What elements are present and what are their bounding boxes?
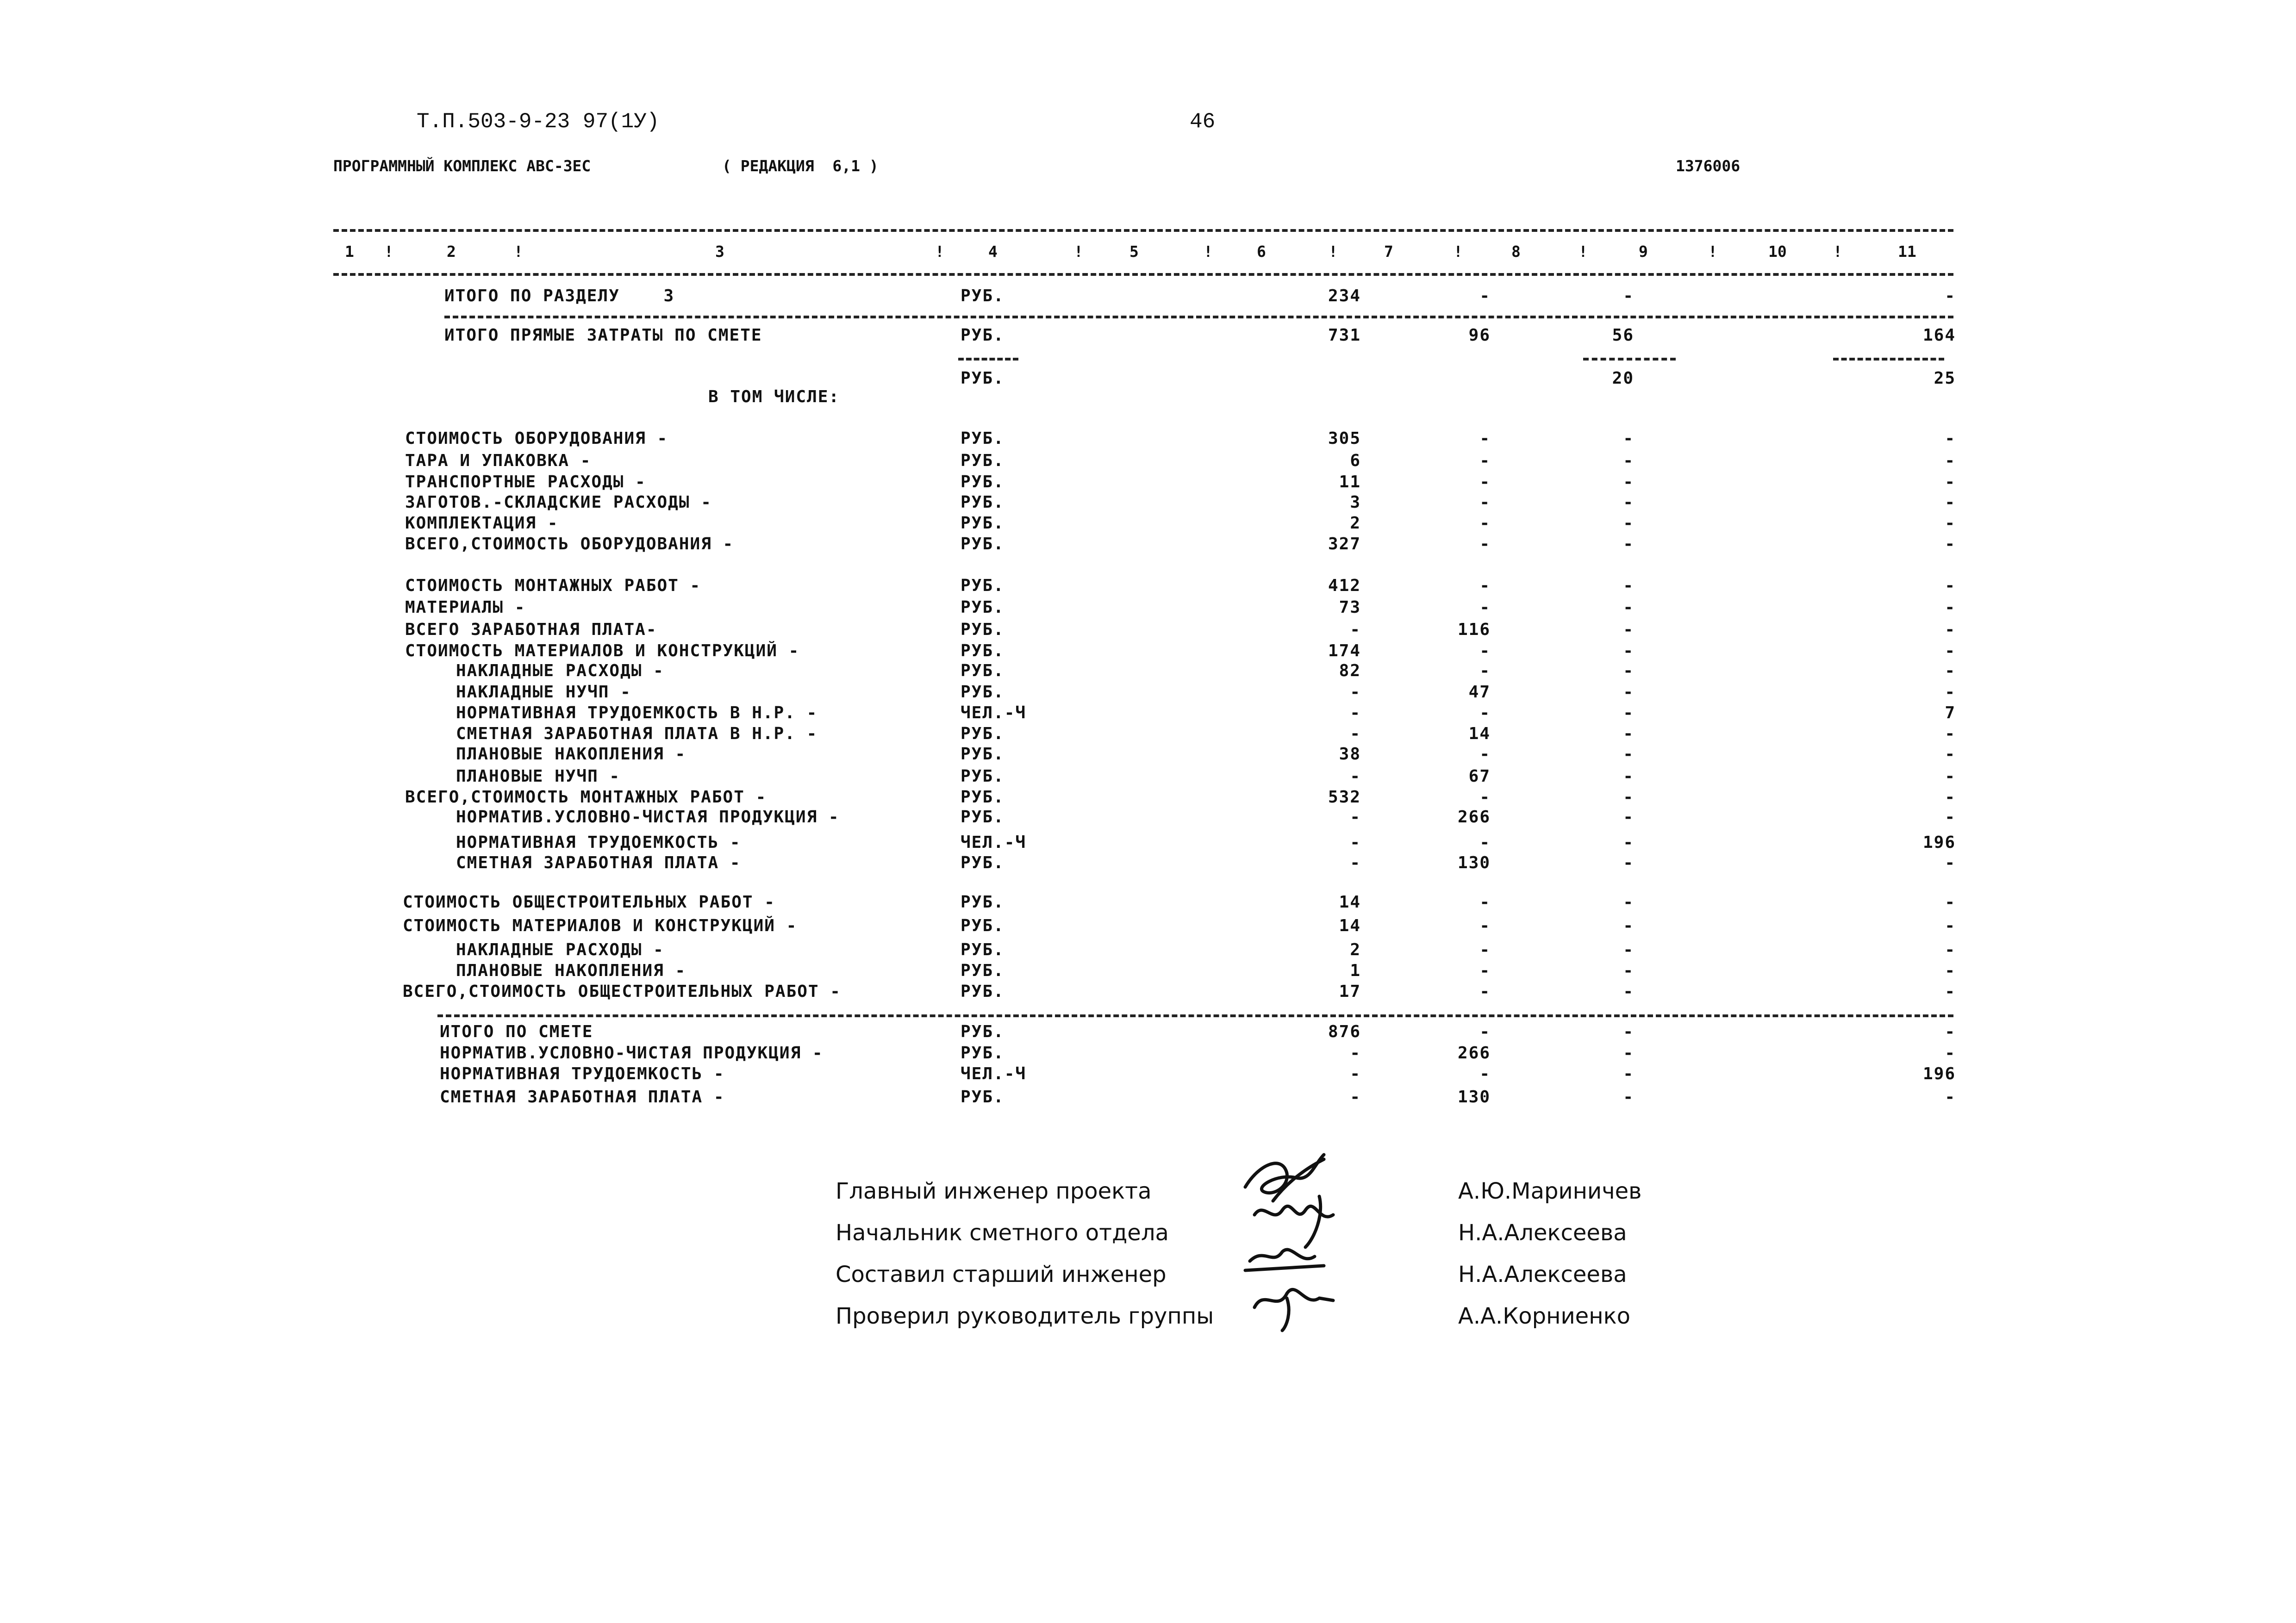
row-unit: РУБ. (961, 788, 1004, 807)
row-value-col9: - (1623, 893, 1634, 912)
row-value-col9: - (1623, 940, 1634, 959)
row-value-col8: - (1479, 473, 1491, 491)
row-unit: РУБ. (961, 429, 1004, 448)
row-value-col8: - (1479, 982, 1491, 1001)
row-value-col8: - (1479, 576, 1491, 595)
row-value-col7: 2 (1350, 940, 1361, 959)
row-value-col7: 174 (1328, 641, 1361, 660)
row-label: ВСЕГО,СТОИМОСТЬ ОБОРУДОВАНИЯ - (405, 535, 734, 553)
signature-role: Составил старший инженер (836, 1262, 1167, 1287)
column-separator: ! (1833, 243, 1842, 261)
row-unit: РУБ. (961, 535, 1004, 553)
row-unit: РУБ. (961, 1044, 1004, 1063)
row-unit: РУБ. (961, 493, 1004, 512)
row-unit: РУБ. (961, 808, 1004, 827)
row-unit: РУБ. (961, 683, 1004, 702)
row-value-col11: - (1945, 853, 1956, 872)
row-value-col7: 305 (1328, 429, 1361, 448)
row-label: СТОИМОСТЬ МАТЕРИАЛОВ И КОНСТРУКЦИЙ - (405, 641, 800, 660)
row-label: СТОИМОСТЬ МАТЕРИАЛОВ И КОНСТРУКЦИЙ - (403, 916, 798, 935)
signature-name: Н.А.Алексеева (1458, 1220, 1627, 1246)
column-number-7: 7 (1384, 243, 1393, 261)
row-value-col7: 14 (1339, 893, 1361, 912)
row-label: ПЛАНОВЫЕ НУЧП - (456, 767, 621, 786)
column-separator: ! (935, 243, 944, 261)
row-value-col9: - (1623, 916, 1634, 935)
column-number-5: 5 (1129, 243, 1139, 261)
row-unit: РУБ. (961, 286, 1004, 305)
row-value-col7: - (1350, 853, 1361, 872)
section-rule (1583, 358, 1676, 361)
row-value-col7: 6 (1350, 451, 1361, 470)
row-value-col8: 130 (1457, 1088, 1491, 1107)
section-rule (444, 316, 1953, 318)
row-unit: РУБ. (961, 326, 1004, 345)
row-unit: РУБ. (961, 576, 1004, 595)
row-value-col7: - (1350, 1088, 1361, 1107)
row-value-col9: - (1623, 493, 1634, 512)
column-separator: ! (1454, 243, 1463, 261)
row-value-col9: - (1623, 1044, 1634, 1063)
row-unit: РУБ. (961, 767, 1004, 786)
row-unit: РУБ. (961, 473, 1004, 491)
row-label: ИТОГО ПО СМЕТЕ (440, 1022, 593, 1041)
program-title: ПРОГРАММНЫЙ КОМПЛЕКС АВС-3ЕС (333, 157, 591, 175)
row-value-col7: - (1350, 833, 1361, 852)
row-value-col7: 38 (1339, 745, 1361, 764)
row-unit: РУБ. (961, 620, 1004, 639)
row-label: ИТОГО ПО РАЗДЕЛУ 3 (444, 286, 675, 305)
row-value-col9: - (1623, 286, 1634, 305)
row-value-col9: - (1623, 853, 1634, 872)
row-value-col8: - (1479, 940, 1491, 959)
row-value-col7: - (1350, 724, 1361, 743)
table-top-rule (333, 229, 1953, 232)
row-unit: ЧЕЛ.-Ч (961, 1064, 1027, 1083)
handwritten-signature (1254, 1280, 1347, 1340)
row-value-col8: - (1479, 893, 1491, 912)
row-value-col11: - (1945, 1088, 1956, 1107)
row-label: В ТОМ ЧИСЛЕ: (708, 387, 840, 406)
row-value-col11: - (1945, 598, 1956, 617)
row-label: СМЕТНАЯ ЗАРАБОТНАЯ ПЛАТА - (440, 1088, 725, 1107)
row-label: СТОИМОСТЬ ОБЩЕСТРОИТЕЛЬНЫХ РАБОТ - (403, 893, 775, 912)
row-value-col9: - (1623, 661, 1634, 680)
row-value-col8: 96 (1468, 326, 1491, 345)
row-value-col9: - (1623, 745, 1634, 764)
row-value-col11: - (1945, 429, 1956, 448)
row-unit: РУБ. (961, 369, 1004, 388)
row-label: СТОИМОСТЬ ОБОРУДОВАНИЯ - (405, 429, 668, 448)
row-value-col7: - (1350, 620, 1361, 639)
column-number-9: 9 (1639, 243, 1648, 261)
row-label: ТРАНСПОРТНЫЕ РАСХОДЫ - (405, 473, 646, 491)
row-value-col8: - (1479, 429, 1491, 448)
row-value-col7: - (1350, 1044, 1361, 1063)
row-unit: РУБ. (961, 916, 1004, 935)
row-value-col11: - (1945, 514, 1956, 533)
row-value-col11: - (1945, 1044, 1956, 1063)
row-value-col7: 82 (1339, 661, 1361, 680)
row-value-col7: 876 (1328, 1022, 1361, 1041)
row-label: НОРМАТИВНАЯ ТРУДОЕМКОСТЬ - (456, 833, 741, 852)
row-value-col11: 196 (1922, 833, 1956, 852)
row-label: ПЛАНОВЫЕ НАКОПЛЕНИЯ - (456, 745, 686, 764)
column-number-1: 1 (345, 243, 354, 261)
row-label: КОМПЛЕКТАЦИЯ - (405, 514, 559, 533)
column-separator: ! (1329, 243, 1338, 261)
row-value-col11: 164 (1922, 326, 1956, 345)
row-value-col11: - (1945, 641, 1956, 660)
row-value-col11: - (1945, 576, 1956, 595)
row-value-col11: - (1945, 916, 1956, 935)
row-value-col9: - (1623, 641, 1634, 660)
row-value-col7: 412 (1328, 576, 1361, 595)
row-label: НОРМАТИВНАЯ ТРУДОЕМКОСТЬ В Н.Р. - (456, 703, 818, 722)
row-value-col9: - (1623, 451, 1634, 470)
row-label: СМЕТНАЯ ЗАРАБОТНАЯ ПЛАТА В Н.Р. - (456, 724, 818, 743)
row-value-col11: - (1945, 493, 1956, 512)
row-value-col7: 234 (1328, 286, 1361, 305)
row-value-col8: 130 (1457, 853, 1491, 872)
row-value-col11: - (1945, 661, 1956, 680)
row-value-col11: - (1945, 724, 1956, 743)
row-unit: РУБ. (961, 1022, 1004, 1041)
row-unit: РУБ. (961, 598, 1004, 617)
row-value-col8: 116 (1457, 620, 1491, 639)
row-value-col7: 73 (1339, 598, 1361, 617)
row-unit: РУБ. (961, 893, 1004, 912)
row-value-col7: - (1350, 767, 1361, 786)
row-label: НАКЛАДНЫЕ РАСХОДЫ - (456, 661, 664, 680)
row-value-col9: - (1623, 788, 1634, 807)
row-value-col8: - (1479, 286, 1491, 305)
column-number-11: 11 (1898, 243, 1916, 261)
column-number-10: 10 (1768, 243, 1787, 261)
row-value-col8: - (1479, 745, 1491, 764)
row-value-col9: - (1623, 1064, 1634, 1083)
row-value-col7: 532 (1328, 788, 1361, 807)
column-number-3: 3 (715, 243, 724, 261)
row-value-col7: 3 (1350, 493, 1361, 512)
row-value-col9: - (1623, 703, 1634, 722)
row-value-col11: 25 (1934, 369, 1956, 388)
row-value-col11: - (1945, 620, 1956, 639)
row-label: СМЕТНАЯ ЗАРАБОТНАЯ ПЛАТА - (456, 853, 741, 872)
row-value-col8: - (1479, 703, 1491, 722)
column-separator: ! (1708, 243, 1717, 261)
row-value-col7: - (1350, 1064, 1361, 1083)
row-value-col11: 7 (1945, 703, 1956, 722)
row-value-col7: 327 (1328, 535, 1361, 553)
signature-name: А.А.Корниенко (1458, 1303, 1630, 1329)
row-value-col7: 11 (1339, 473, 1361, 491)
row-value-col8: - (1479, 961, 1491, 980)
row-unit: РУБ. (961, 641, 1004, 660)
row-value-col9: - (1623, 535, 1634, 553)
row-value-col11: - (1945, 745, 1956, 764)
row-value-col8: - (1479, 493, 1491, 512)
row-label: НАКЛАДНЫЕ НУЧП - (456, 683, 631, 702)
row-value-col8: 14 (1468, 724, 1491, 743)
row-value-col9: - (1623, 620, 1634, 639)
row-value-col8: 67 (1468, 767, 1491, 786)
row-label: ВСЕГО,СТОИМОСТЬ ОБЩЕСТРОИТЕЛЬНЫХ РАБОТ - (403, 982, 841, 1001)
row-value-col9: - (1623, 724, 1634, 743)
signature-role: Проверил руководитель группы (836, 1303, 1214, 1329)
column-number-6: 6 (1257, 243, 1266, 261)
row-value-col11: - (1945, 451, 1956, 470)
row-label: ВСЕГО ЗАРАБОТНАЯ ПЛАТА- (405, 620, 657, 639)
row-label: ИТОГО ПРЯМЫЕ ЗАТРАТЫ ПО СМЕТЕ (444, 326, 762, 345)
column-separator: ! (1204, 243, 1213, 261)
row-label: НОРМАТИВ.УСЛОВНО-ЧИСТАЯ ПРОДУКЦИЯ - (440, 1044, 824, 1063)
row-value-col9: - (1623, 429, 1634, 448)
column-separator: ! (1074, 243, 1083, 261)
row-value-col9: 20 (1612, 369, 1634, 388)
row-value-col8: - (1479, 833, 1491, 852)
row-unit: РУБ. (961, 982, 1004, 1001)
row-value-col8: - (1479, 451, 1491, 470)
row-value-col8: - (1479, 514, 1491, 533)
row-label: ТАРА И УПАКОВКА - (405, 451, 592, 470)
row-label: НАКЛАДНЫЕ РАСХОДЫ - (456, 940, 664, 959)
row-label: МАТЕРИАЛЫ - (405, 598, 526, 617)
doc-code: Т.П.503-9-23 97(1У) (417, 110, 660, 134)
row-value-col11: - (1945, 961, 1956, 980)
row-value-col8: 47 (1468, 683, 1491, 702)
row-value-col11: - (1945, 808, 1956, 827)
row-unit: РУБ. (961, 724, 1004, 743)
row-value-col11: - (1945, 940, 1956, 959)
section-rule (958, 358, 1018, 361)
signature-role: Начальник сметного отдела (836, 1220, 1169, 1246)
row-value-col11: 196 (1922, 1064, 1956, 1083)
row-unit: РУБ. (961, 940, 1004, 959)
column-separator: ! (384, 243, 393, 261)
row-unit: ЧЕЛ.-Ч (961, 833, 1027, 852)
row-value-col11: - (1945, 535, 1956, 553)
row-value-col11: - (1945, 893, 1956, 912)
row-value-col9: - (1623, 767, 1634, 786)
column-number-8: 8 (1511, 243, 1521, 261)
page-number: 46 (1190, 110, 1216, 134)
row-value-col9: - (1623, 1088, 1634, 1107)
section-rule (1833, 358, 1944, 361)
row-value-col8: 266 (1457, 1044, 1491, 1063)
row-value-col11: - (1945, 286, 1956, 305)
row-value-col9: 56 (1612, 326, 1634, 345)
row-value-col8: - (1479, 788, 1491, 807)
row-value-col8: - (1479, 535, 1491, 553)
row-unit: РУБ. (961, 853, 1004, 872)
row-value-col9: - (1623, 808, 1634, 827)
column-separator: ! (514, 243, 523, 261)
row-label: СТОИМОСТЬ МОНТАЖНЫХ РАБОТ - (405, 576, 701, 595)
row-value-col8: - (1479, 598, 1491, 617)
row-value-col7: 14 (1339, 916, 1361, 935)
column-number-2: 2 (447, 243, 456, 261)
signature-name: А.Ю.Мариничев (1458, 1178, 1642, 1204)
row-value-col9: - (1623, 961, 1634, 980)
row-value-col8: - (1479, 916, 1491, 935)
doc-number: 1376006 (1676, 157, 1741, 175)
row-label: НОРМАТИВНАЯ ТРУДОЕМКОСТЬ - (440, 1064, 725, 1083)
row-value-col9: - (1623, 833, 1634, 852)
row-label: ПЛАНОВЫЕ НАКОПЛЕНИЯ - (456, 961, 686, 980)
row-value-col8: - (1479, 1064, 1491, 1083)
row-value-col11: - (1945, 767, 1956, 786)
row-value-col8: - (1479, 1022, 1491, 1041)
signature-role: Главный инженер проекта (836, 1178, 1152, 1204)
row-value-col9: - (1623, 514, 1634, 533)
row-value-col7: 1 (1350, 961, 1361, 980)
section-rule (437, 1014, 1953, 1017)
row-unit: РУБ. (961, 661, 1004, 680)
row-value-col11: - (1945, 1022, 1956, 1041)
row-value-col8: - (1479, 641, 1491, 660)
row-value-col8: - (1479, 661, 1491, 680)
row-value-col7: 2 (1350, 514, 1361, 533)
row-value-col9: - (1623, 576, 1634, 595)
row-unit: РУБ. (961, 745, 1004, 764)
row-label: НОРМАТИВ.УСЛОВНО-ЧИСТАЯ ПРОДУКЦИЯ - (456, 808, 840, 827)
row-value-col9: - (1623, 683, 1634, 702)
row-value-col11: - (1945, 473, 1956, 491)
row-value-col11: - (1945, 683, 1956, 702)
row-value-col7: - (1350, 808, 1361, 827)
row-value-col7: - (1350, 703, 1361, 722)
row-value-col11: - (1945, 788, 1956, 807)
row-value-col9: - (1623, 982, 1634, 1001)
row-unit: ЧЕЛ.-Ч (961, 703, 1027, 722)
row-unit: РУБ. (961, 961, 1004, 980)
column-number-4: 4 (988, 243, 998, 261)
row-value-col9: - (1623, 598, 1634, 617)
row-unit: РУБ. (961, 451, 1004, 470)
row-unit: РУБ. (961, 1088, 1004, 1107)
row-value-col7: 731 (1328, 326, 1361, 345)
column-separator: ! (1578, 243, 1588, 261)
row-unit: РУБ. (961, 514, 1004, 533)
row-label: ВСЕГО,СТОИМОСТЬ МОНТАЖНЫХ РАБОТ - (405, 788, 767, 807)
row-value-col11: - (1945, 982, 1956, 1001)
row-value-col9: - (1623, 1022, 1634, 1041)
signature-name: Н.А.Алексеева (1458, 1262, 1627, 1287)
program-edition: ( РЕДАКЦИЯ 6,1 ) (722, 157, 879, 175)
row-label: ЗАГОТОВ.-СКЛАДСКИЕ РАСХОДЫ - (405, 493, 712, 512)
column-header-rule (333, 273, 1953, 276)
row-value-col8: 266 (1457, 808, 1491, 827)
row-value-col7: - (1350, 683, 1361, 702)
row-value-col9: - (1623, 473, 1634, 491)
row-value-col7: 17 (1339, 982, 1361, 1001)
